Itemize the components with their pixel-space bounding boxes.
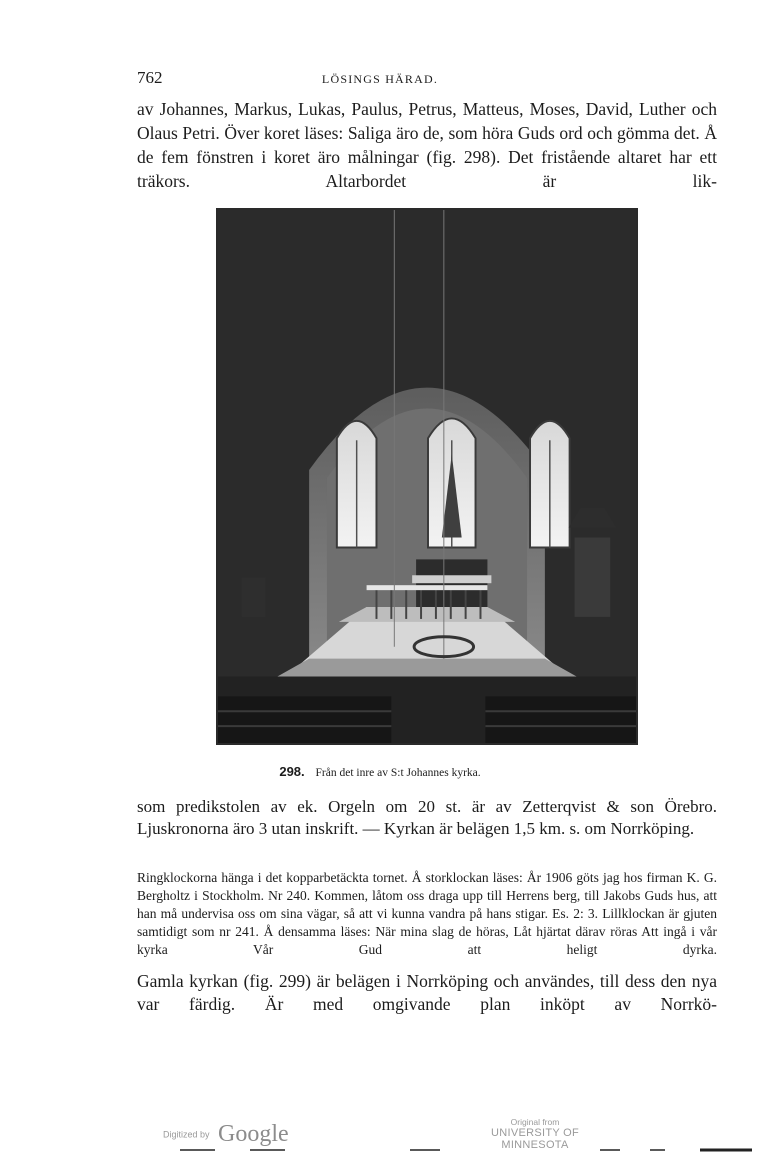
figure-caption (0, 764, 760, 779)
figure-number: 298. (279, 764, 305, 779)
university-label: UNIVERSITY OF MINNESOTA (490, 1127, 580, 1151)
google-logo: Google (217, 1121, 289, 1147)
paragraph-old-church: Gamla kyrkan (fig. 299) är belägen i Norrköping och användes, till dess den nya var färdig. Är med omgivande plan inköpt av Norrkö- (137, 971, 717, 1014)
church-interior-photograph (216, 208, 638, 745)
digitized-by-google-mark (163, 1121, 289, 1148)
original-from-label: Original from (510, 1117, 560, 1127)
figure-caption-text: Från det inre av S:t Johannes kyrka. (315, 767, 481, 779)
paragraph-bells: Ringklockorna hänga i det kopparbetäckta tornet. Å storklockan läses: År 1906 göts jag hos firman K. G. Bergholtz i Stockholm. Nr 240. Kommen, låtom oss draga upp till Herrens berg, till Jakobs Guds hus, att han må undervisa oss om sina vägar, så att vi kunna vandra på hans stigar. Es. 2: 3. Lillklockan är gjuten samtidigt som nr 241. Å densamma läses: När mina slag de höras, Låt hjärtat därav röras Att ingå i vår kyrka Vår Gud att heligt dyrka. (137, 870, 717, 957)
paragraph-altar-description: av Johannes, Markus, Lukas, Paulus, Petrus, Matteus, Moses, David, Luther och Olaus Petri. Över koret läses: Saliga äro de, som höra Guds ord och gömma det. Å de fem fönstren i koret äro målningar (fig. 298). Det fristående altaret har ett träkors. Altarbordet är lik- (137, 99, 717, 191)
paragraph-organ-and-location: som predikstolen av ek. Orgeln om 20 st. är av Zetterqvist & son Örebro. Ljuskronorna äro 3 utan inskrift. — Kyrkan är belägen 1,5 km. s. om Norrköping. (137, 797, 717, 838)
running-head: LÖSINGS HÄRAD. (321, 72, 439, 86)
page-edge-marks (0, 1146, 760, 1154)
digitized-by-label: Digitized by (163, 1129, 210, 1140)
page-number: 762 (137, 68, 163, 87)
